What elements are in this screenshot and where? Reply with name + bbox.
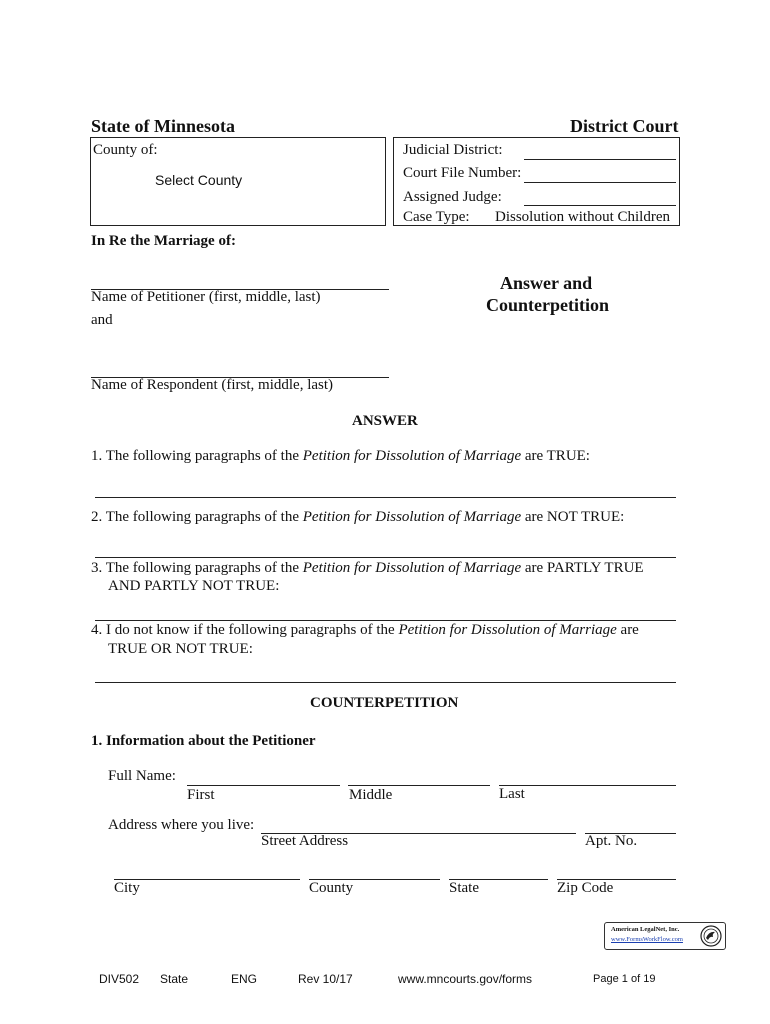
counterpetition-heading: COUNTERPETITION: [310, 695, 459, 711]
answer-item-4-suffix: are: [616, 622, 639, 638]
logo-url-text[interactable]: www.FormsWorkFlow.com: [611, 936, 683, 943]
answer-item-3: [91, 560, 644, 577]
answer-item-2-field[interactable]: [95, 539, 676, 558]
footer-page-label: Page: [593, 973, 619, 985]
assigned-judge-field[interactable]: [524, 187, 676, 206]
address-label: Address where you live:: [108, 817, 255, 833]
zip-code-field[interactable]: [557, 861, 676, 880]
footer-lang: ENG: [231, 972, 258, 986]
footer-url[interactable]: www.mncourts.gov/forms: [398, 972, 533, 986]
footer-form-id: DIV502: [99, 972, 140, 986]
state-label: State: [449, 880, 479, 896]
answer-item-2-petition: Petition for Dissolution of Marriage: [302, 509, 522, 525]
court-heading: District Court: [570, 116, 679, 136]
petitioner-label: Name of Petitioner (first, middle, last): [91, 289, 321, 305]
answer-item-3-petition: Petition for Dissolution of Marriage: [302, 560, 522, 576]
case-type-value: Dissolution without Children: [495, 209, 671, 225]
state-heading: State of Minnesota: [91, 116, 235, 136]
respondent-label: Name of Respondent (first, middle, last): [91, 377, 334, 393]
footer-rev: Rev 10/17: [298, 972, 353, 986]
answer-item-1-petition: Petition for Dissolution of Marriage: [302, 448, 522, 464]
assigned-judge-label: Assigned Judge:: [403, 189, 502, 205]
answer-item-1: [91, 448, 590, 465]
street-address-field[interactable]: [261, 815, 576, 834]
county-field[interactable]: [309, 861, 440, 880]
answer-item-2-suffix: are NOT TRUE:: [521, 509, 625, 525]
and-text: and: [91, 312, 113, 328]
answer-heading: ANSWER: [352, 413, 418, 429]
court-file-number-field[interactable]: [524, 164, 676, 183]
footer-of-label: of: [630, 973, 641, 985]
footer-page-indicator: [593, 973, 655, 985]
full-name-label: Full Name:: [108, 768, 176, 784]
answer-item-3-prefix: 3. The following paragraphs of the: [91, 560, 303, 576]
answer-item-4-prefix: 4. I do not know if the following paragraphs of the: [91, 622, 399, 638]
answer-item-3-line2: AND PARTLY NOT TRUE:: [108, 578, 280, 594]
in-re-heading: In Re the Marriage of:: [91, 233, 236, 249]
footer-page-total: 19: [643, 973, 656, 985]
last-name-field[interactable]: [499, 767, 676, 786]
judicial-district-field[interactable]: [524, 141, 676, 160]
answer-item-3-field[interactable]: [95, 602, 676, 621]
apt-no-label: Apt. No.: [585, 833, 638, 849]
last-label: Last: [499, 786, 525, 802]
petitioner-name-field[interactable]: [91, 271, 389, 290]
answer-item-2-prefix: 2. The following paragraphs of the: [91, 509, 303, 525]
case-type-label: Case Type:: [403, 209, 470, 225]
middle-name-field[interactable]: [348, 767, 490, 786]
answer-item-2: [91, 509, 624, 526]
footer-page-num: 1: [621, 973, 628, 985]
footer-state: State: [160, 972, 189, 986]
answer-item-4-field[interactable]: [95, 664, 676, 683]
city-field[interactable]: [114, 861, 300, 880]
answer-item-1-field[interactable]: [95, 479, 676, 498]
eagle-emblem-icon: [700, 925, 722, 947]
legalnet-logo[interactable]: [604, 922, 726, 950]
first-label: First: [187, 787, 215, 803]
first-name-field[interactable]: [187, 767, 340, 786]
section-1-heading: 1. Information about the Petitioner: [91, 733, 316, 749]
logo-company-text: American LegalNet, Inc.: [611, 926, 680, 933]
court-file-number-label: Court File Number:: [403, 165, 522, 181]
judicial-district-label: Judicial District:: [403, 142, 503, 158]
county-label: County of:: [93, 142, 158, 158]
zip-code-label: Zip Code: [557, 880, 614, 896]
answer-item-4-line2: TRUE OR NOT TRUE:: [108, 641, 253, 657]
respondent-name-field[interactable]: [91, 359, 389, 378]
state-field[interactable]: [449, 861, 548, 880]
city-label: City: [114, 880, 140, 896]
doc-title-line2: Counterpetition: [486, 295, 609, 315]
county-field-label: County: [309, 880, 354, 896]
answer-item-1-prefix: 1. The following paragraphs of the: [91, 448, 303, 464]
county-select[interactable]: Select County: [155, 172, 243, 188]
apt-no-field[interactable]: [585, 815, 676, 834]
answer-item-4-petition: Petition for Dissolution of Marriage: [398, 622, 617, 638]
answer-item-3-suffix: are PARTLY TRUE: [521, 560, 644, 576]
answer-item-1-suffix: are TRUE:: [521, 448, 590, 464]
doc-title-line1: Answer and: [500, 273, 593, 293]
answer-item-4: [91, 622, 639, 639]
middle-label: Middle: [349, 787, 393, 803]
street-address-label: Street Address: [261, 833, 349, 849]
